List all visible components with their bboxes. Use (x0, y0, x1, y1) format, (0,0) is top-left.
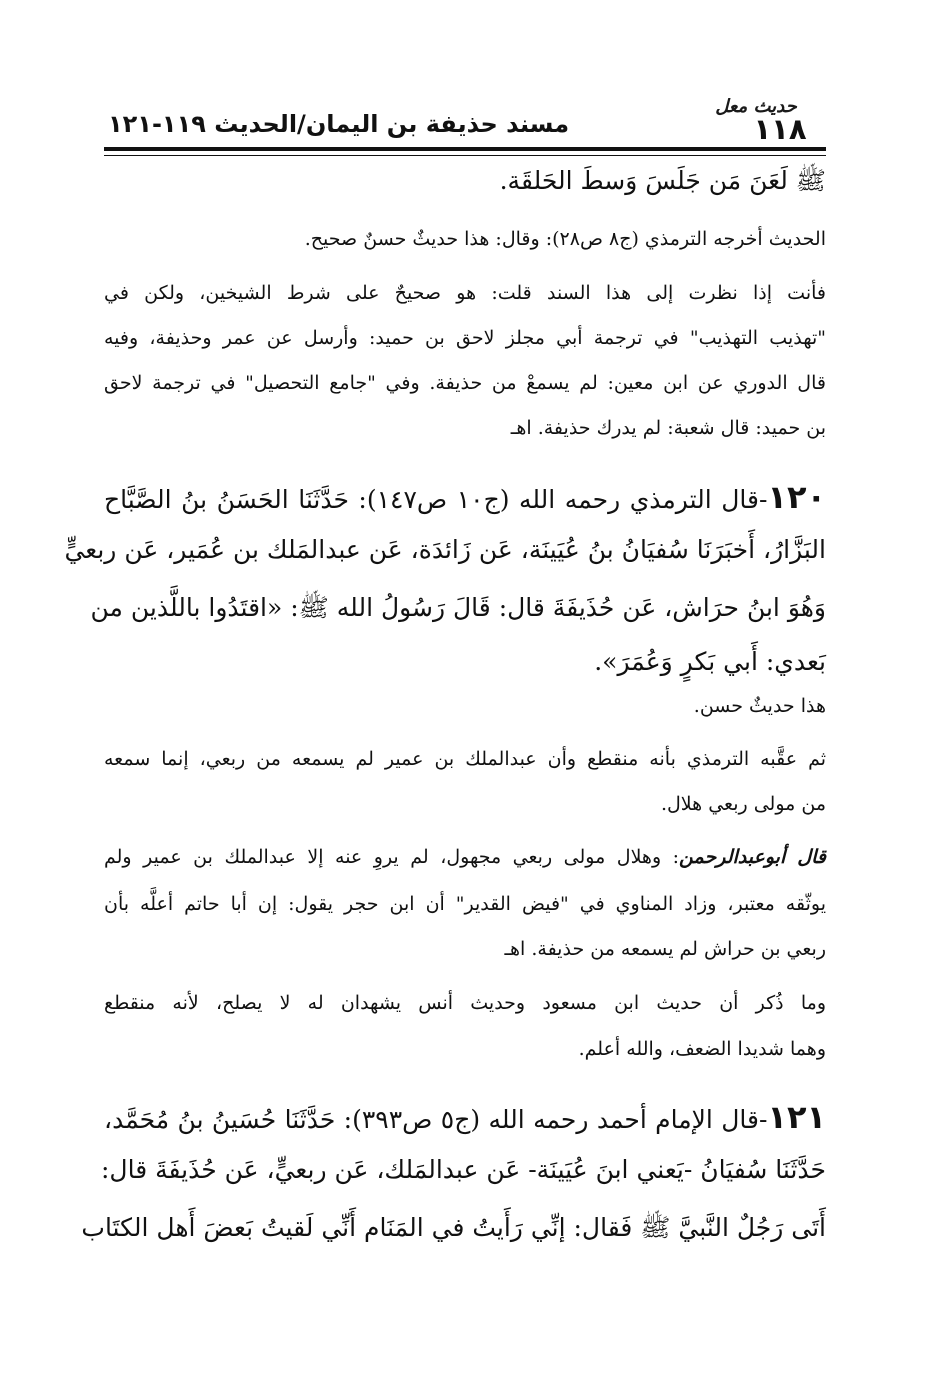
hadith-120-line-2: البَزَّارُ، أَخبَرَنَا سُفيَانُ بنُ عُيَينَة، عَن زَائدَة، عَن عبدالمَلك بن عُمَير، عَن ربعيٍّ (64, 535, 826, 564)
witness-line-1: وما ذُكر أن حديث ابن مسعود وحديث أنس يشهدان له لا يصلح، لأنه منقطع (104, 992, 826, 1014)
tirmidhi-grading-line: الحديث أخرجه الترمذي (ج٨ ص٢٨): وقال: هذا حديثٌ حسنٌ صحيح. (304, 228, 826, 250)
hadith-120-isnad-start: -قال الترمذي رحمه الله (ج١٠ ص١٤٧): حَدَّثَنَا الحَسَنُ بنُ الصَّبَّاح (104, 485, 768, 514)
author-note-line-2: يوثّقه معتبر، وزاد المناوي في "فيض القدير" أن ابن حجر يقول: إن أبا حاتم أعلَّه بأن (104, 893, 826, 915)
header-rule-thin (104, 155, 826, 156)
commentary-line-2: من مولى ربعي هلال. (660, 793, 826, 815)
hadith-121-line-2: حَدَّثَنَا سُفيَانُ -يَعني ابنَ عُيَينَة- عَن عبدالمَلك، عَن ربعيٍّ، عَن حُذَيفَةَ قال: (101, 1155, 826, 1184)
header-rule-thick (104, 147, 826, 151)
hadith-119-end-line: ﷺ لَعَنَ مَن جَلَسَ وَسطَ الحَلقَة. (499, 166, 826, 195)
hadith-121-isnad-start: -قال الإمام أحمد رحمه الله (ج٥ ص٣٩٣): حَدَّثَنَا حُسَينُ بنُ مُحَمَّد، (104, 1105, 768, 1134)
hadith-120-line-4: بَعدي: أَبي بَكرٍ وَعُمَرَ». (594, 647, 826, 676)
hadith-120-grading: هذا حديثٌ حسن. (693, 695, 826, 717)
hadith-121-line-1 (104, 1098, 826, 1136)
hadith-121-number: ١٢١ (767, 1098, 827, 1136)
running-title: مسند حذيفة بن اليمان/الحديث ١١٩-١٢١ (108, 110, 570, 138)
page-number: ١١٨ (753, 112, 807, 146)
discussion-line-1: فأنت إذا نظرت إلى هذا السند قلت: هو صحيحٌ على شرط الشيخين، ولكن في (104, 282, 826, 304)
discussion-line-3: قال الدوري عن ابن معين: لم يسمعْ من حذيفة. وفي "جامع التحصيل" في ترجمة لاحق (104, 372, 826, 394)
discussion-line-4: بن حميد: قال شعبة: لم يدرك حذيفة. اهـ (510, 417, 826, 439)
discussion-line-2: "تهذيب التهذيب" في ترجمة أبي مجلز لاحق بن حميد: وأرسل عن عمر وحذيفة، وفيه (104, 327, 826, 349)
author-note-line-1 (104, 846, 826, 868)
witness-line-2: وهما شديدا الضعف، والله أعلم. (578, 1038, 826, 1060)
author-note-line-3: ربعي بن حراش لم يسمعه من حذيفة. اهـ (504, 938, 826, 960)
hadith-120-line-3: وَهُوَ ابنُ حرَاش، عَن حُذَيفَةَ قال: قَالَ رَسُولُ الله ﷺ: «اقتَدُوا باللَّذين من (90, 593, 826, 622)
commentary-line-1: ثم عقَّبه الترمذي بأنه منقطع وأن عبدالملك بن عمير لم يسمعه من ربعي، إنما سمعه (104, 748, 826, 770)
hadith-120-number: ١٢٠ (767, 478, 827, 516)
hadith-120-line-1 (104, 478, 826, 516)
handwritten-note: حديث معل (715, 96, 797, 117)
author-name: قال أبوعبدالرحمن (679, 846, 826, 868)
hadith-121-line-3: أَتَى رَجُلٌ النَّبيَّ ﷺ فَقال: إنِّي رَأَيتُ في المَنَام أَنِّي لَقيتُ بَعضَ أَهل الكتَاب (81, 1213, 826, 1242)
author-note-text: : وهلال مولى ربعي مجهول، لم يروِ عنه إلا عبدالملك بن عمير ولم (104, 846, 680, 868)
